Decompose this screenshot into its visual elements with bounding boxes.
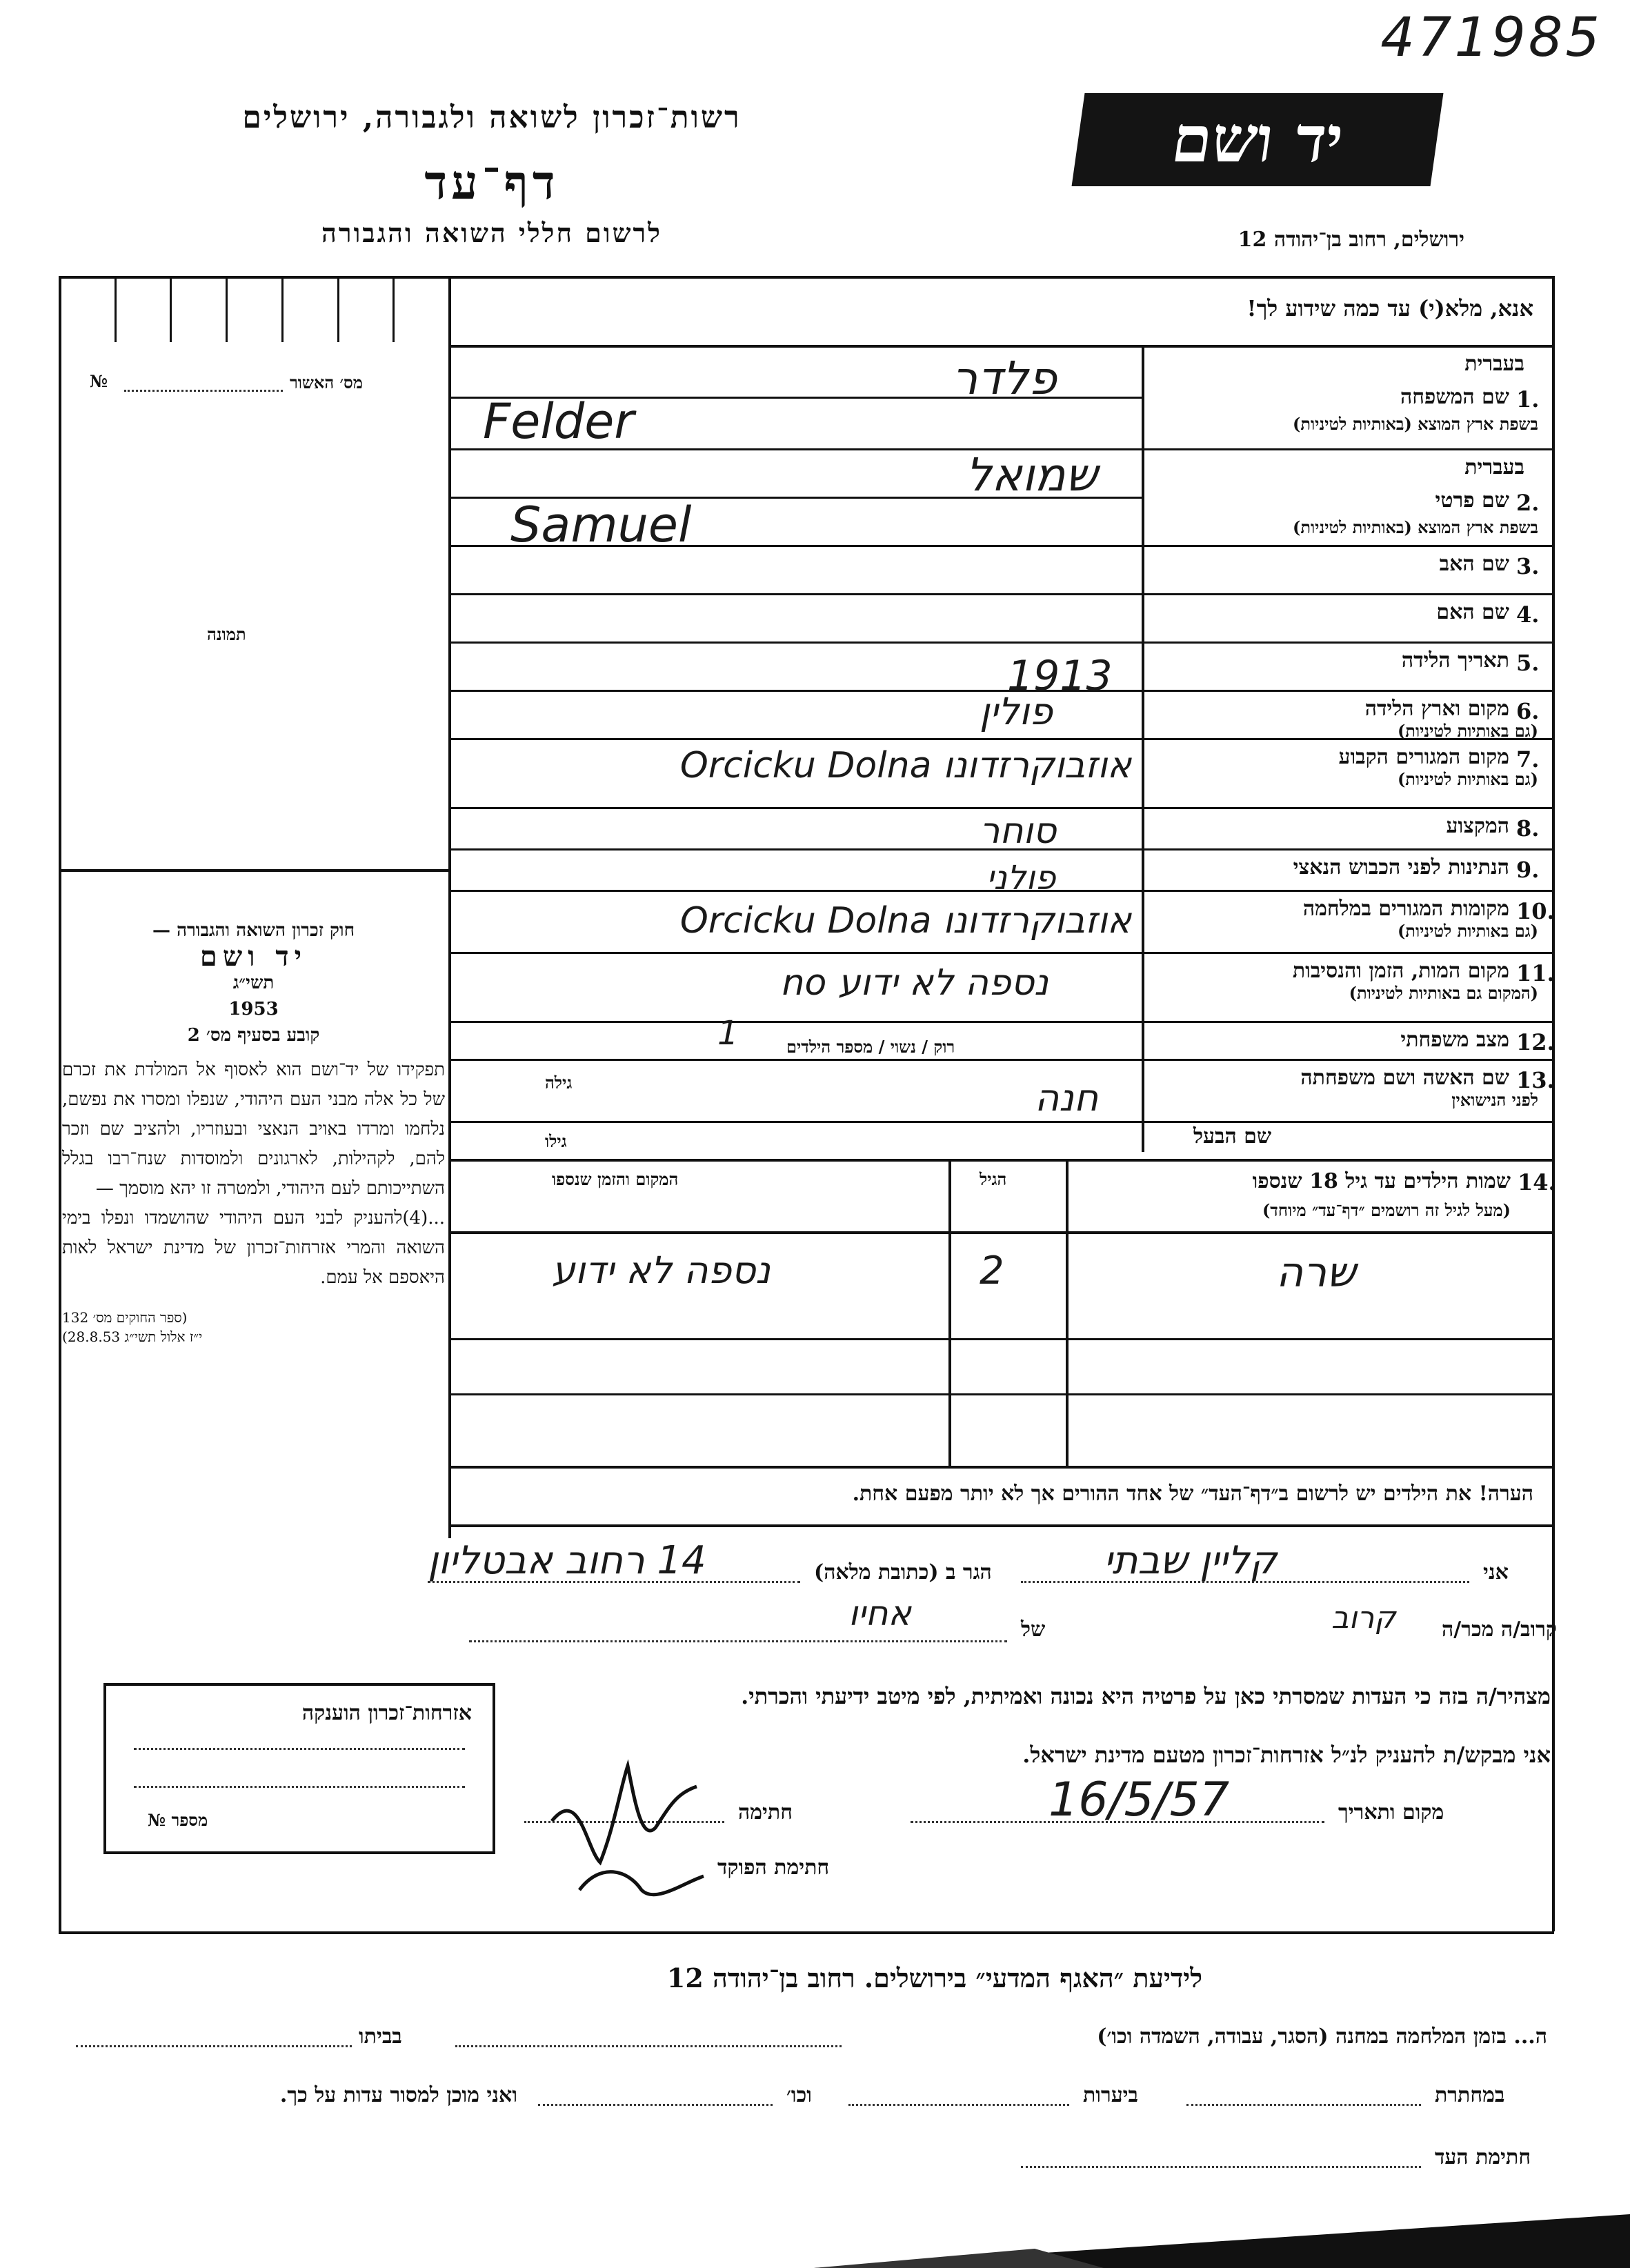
children-bottom-rule	[448, 1466, 1552, 1469]
bottom-etc: וכו׳	[786, 2083, 812, 2107]
witness-of-line	[469, 1640, 1007, 1642]
bottom-witness-signature-fill	[1021, 2166, 1421, 2168]
bottom-witness-signature: חתימת העד	[1435, 2145, 1531, 2169]
field-number: 10.	[1516, 898, 1555, 924]
field-label: שם פרטי	[1435, 488, 1509, 513]
field-note: (גם באותיות לטיניות)	[1397, 921, 1538, 941]
authority-name: רשות־זכרון לשואה ולגבורה, ירושלים	[242, 100, 742, 135]
hw-profession: סוחר	[980, 810, 1057, 852]
hw-wife-name: חנה	[1035, 1076, 1099, 1120]
field-label: שם האב	[1439, 552, 1509, 576]
hw-nationality: פולני	[986, 859, 1056, 897]
hw-witness-name: קליין שבתי	[1104, 1538, 1278, 1583]
law-year-hebrew: תשי״ג	[232, 973, 275, 993]
bottom-etc-fill	[538, 2104, 773, 2106]
field-row	[448, 593, 1552, 641]
frame-left	[59, 276, 61, 1931]
children-row-2	[448, 1338, 1552, 1340]
signature-label: חתימה	[738, 1800, 793, 1824]
field-number: 4.	[1516, 601, 1540, 628]
field-number: 12.	[1516, 1029, 1555, 1055]
hw-child-name: שרה	[1276, 1249, 1356, 1297]
hw-birth-year: 1913	[1007, 652, 1113, 700]
hw-relation-of: אחיו	[848, 1593, 911, 1633]
form-subtitle: לרשום חללי השואה והגבורה	[321, 217, 662, 248]
bottom-line-1: ה... בזמן המלחמה במחנה (הסגר, עבודה, השמדה וכו׳)	[1097, 2025, 1547, 2049]
field-row-rule	[448, 1121, 1552, 1123]
field-number: 7.	[1516, 746, 1540, 773]
bottom-ready: ואני מוכן למסור עדות על כך.	[279, 2083, 517, 2107]
field-label: תאריך הלידה	[1401, 648, 1509, 673]
field-number: 2.	[1516, 490, 1540, 516]
bottom-forests: ביערות	[1083, 2083, 1139, 2107]
children-label: שמות הילדים עד גיל 18 שנספו	[1252, 1169, 1511, 1193]
hw-death-place: נספה לא ידוע no	[782, 962, 1048, 1004]
law-logo: יד ושם	[199, 940, 308, 973]
bottom-line-1-end: בביתו	[359, 2025, 402, 2049]
bottom-forests-fill	[848, 2104, 1069, 2106]
law-body: תפקידו של יד־ושם הוא לאסוף אל המולדת את זכרם של כל אלה מבני העם היהודי, שנפלו ומסרו את נפשם, נלחמו ומרדו באויב הנאצי ובעוזריו, ולהציב שם וזכר להם, לקהילות, לארגונים ולמוסדות שנח־רבו בגלל השתייכותם לעם היהודי, ולמטרה זו יהא מוסמך —	[62, 1060, 445, 1199]
citizenship-number: מספר №	[148, 1810, 208, 1830]
hw-residence: אוזבוקרזדונו Orcicku Dolna	[679, 745, 1131, 786]
yad-vashem-logo: יד ושם	[1072, 93, 1444, 186]
note-bottom-rule	[448, 1524, 1552, 1527]
field-label: מקומות המגורים במלחמה	[1302, 897, 1509, 921]
field-label: מצב משפחתי	[1400, 1028, 1509, 1052]
approval-ticks	[61, 279, 448, 342]
field-label: מקום וארץ הלידה	[1364, 697, 1509, 721]
bottom-title: לידיעת ״האגף המדעי״ בירושלים. רחוב בן־יהודה 12	[666, 1962, 1202, 1993]
field-number: 1.	[1516, 386, 1540, 412]
approval-line	[124, 390, 283, 392]
approval-label: מס׳ האשור	[290, 372, 363, 392]
field-hebrew-tag: בעברית	[1464, 455, 1524, 479]
citizenship-box	[103, 1683, 495, 1854]
field-note: לפני הנישואין	[1451, 1090, 1538, 1110]
law-footnote-2: י״ז אלול תשי״ג 28.8.53)	[62, 1329, 203, 1345]
frame-right	[1552, 276, 1555, 1931]
witness-i-am: אני	[1483, 1560, 1509, 1584]
bottom-underground: במחתרת	[1435, 2083, 1505, 2107]
field-row	[448, 641, 1552, 690]
field-number: 6.	[1516, 698, 1540, 724]
field-label: המקצוע	[1446, 814, 1509, 838]
children-top-rule	[448, 1159, 1552, 1162]
hw-surname-he: פלדר	[952, 352, 1057, 405]
bottom-line-1-end-fill	[76, 2045, 352, 2047]
instruction: אנא, מלא(י) עד כמה שידוע לך!	[1246, 295, 1533, 321]
field-label: מקום המגורים הקבוע	[1338, 745, 1509, 769]
hw-firstname-he: שמואל	[966, 448, 1098, 501]
witness-signature	[538, 1745, 745, 1911]
children-header-rule	[448, 1231, 1552, 1234]
bottom-underground-fill	[1186, 2104, 1421, 2106]
field-number: 13.	[1516, 1067, 1555, 1093]
witness-relative-label: קרוב/ה מכר/ה	[1442, 1618, 1557, 1642]
place-column-header: המקום והזמן שנספו	[552, 1169, 679, 1189]
field-label: מקום המות, הזמן והנסיבות	[1292, 959, 1509, 983]
field-label: שם האשה ושם משפחתה	[1300, 1066, 1509, 1090]
field-note: בשפת ארץ המוצא (באותיות לטיניות)	[1293, 517, 1538, 537]
field-number: 11.	[1516, 960, 1555, 986]
hw-birth-place: פולין	[980, 690, 1053, 733]
witness-declaration: מצהיר/ה בזה כי העדות שמסרתי כאן על פרטיה היא נכונה ואמיתית, לפי מיטב ידיעתי והכרתי.	[741, 1683, 1551, 1709]
hw-war-residence: אוזבוקרזדונו Orcicku Dolna	[679, 900, 1131, 942]
place-date-label: מקום ותאריך	[1338, 1800, 1444, 1824]
field-label: שם האם	[1436, 600, 1509, 624]
witness-living-label: הגר ב (כתובת מלאה)	[814, 1560, 992, 1584]
field-label: שם המשפחה	[1400, 385, 1509, 409]
husband-label: שם הבעל	[1193, 1124, 1272, 1148]
bottom-top-rule	[59, 1931, 1554, 1934]
witness-request: אני מבקש/ת להעניק לנ״ל אזרחות־זכרון מטעם מדינת ישראל.	[1022, 1742, 1551, 1768]
children-col-1	[1066, 1159, 1069, 1466]
hw-child-age: 2	[980, 1249, 1004, 1293]
citizenship-line-1	[134, 1748, 465, 1750]
field-hebrew-tag: בעברית	[1464, 352, 1524, 376]
field-row	[448, 1059, 1555, 1121]
field-label: הנתינות לפני הכבוש הנאצי	[1293, 855, 1509, 879]
children-note-text: הערה! את הילדים יש לרשום ב״דף־העד״ של אחד ההורים אך לא יותר מפעם אחת.	[852, 1482, 1533, 1506]
form-title: דף־עד	[424, 155, 559, 210]
bottom-line-1-fill	[455, 2045, 842, 2047]
field-row	[448, 1021, 1555, 1059]
torn-edge-shadow	[0, 2194, 1630, 2268]
hw-surname-latin: Felder	[483, 393, 635, 450]
field-note: (גם באותיות לטיניות)	[1397, 721, 1538, 741]
children-number: 14.	[1518, 1169, 1556, 1195]
law-box	[62, 917, 445, 1346]
hw-child-place: נספה לא ידוע	[552, 1249, 771, 1292]
law-heading: חוק זכרון השואה והגבורה —	[152, 920, 355, 941]
age-label-husband: גילו	[545, 1131, 567, 1151]
children-row-3	[448, 1393, 1552, 1395]
citizenship-line-2	[134, 1786, 465, 1788]
field-number: 3.	[1516, 553, 1540, 579]
document-number: 471985	[1380, 7, 1602, 69]
age-column-header: הגיל	[980, 1169, 1007, 1189]
photo-label: תמונה	[207, 624, 246, 644]
hw-children-count: 1	[717, 1014, 739, 1053]
witness-of-label: של	[1021, 1618, 1046, 1642]
marital-options: רוק / נשוי / מספר הילדים	[786, 1037, 955, 1057]
law-section: קובע בסעיף מס׳ 2	[187, 1025, 320, 1046]
field-note: (גם באותיות לטיניות)	[1397, 769, 1538, 789]
field-number: 9.	[1516, 857, 1540, 883]
citizenship-title: אזרחות־זכרון הוענקה	[301, 1701, 472, 1725]
header-address: ירושלים, רחוב בן־יהודה 12	[1238, 228, 1464, 252]
field-number: 8.	[1516, 815, 1540, 842]
hw-witness-address: 14 רחוב אבטליון	[428, 1538, 706, 1583]
number-sign: №	[90, 371, 108, 391]
field-note: (המקום גם באותיות לטיניות)	[1349, 983, 1538, 1003]
law-body-2: ...(4)להעניק לבני העם היהודי שהושמדו ונפלו בימי השואה והמרי אזרחות־זכרון של מדינת ישראל לאות היאספם אל עמם.	[62, 1208, 445, 1288]
children-note: (מעל לגיל זה רושמים ״דף־עד״ מיוחד)	[1262, 1200, 1511, 1220]
photo-bottom-rule	[59, 869, 448, 872]
hw-firstname-latin: Samuel	[510, 497, 692, 553]
children-col-2	[948, 1159, 951, 1466]
field-number: 5.	[1516, 650, 1540, 676]
officer-signature-label: חתימת הפוקד	[717, 1856, 830, 1880]
law-footnote-1: (ספר החוקים מס׳ 132	[62, 1309, 188, 1326]
hw-date: 16/5/57	[1048, 1773, 1230, 1827]
hw-relation: קרוב	[1331, 1600, 1396, 1635]
age-label-wife: גילה	[545, 1073, 573, 1093]
field-note: בשפת ארץ המוצא (באותיות לטיניות)	[1293, 414, 1538, 434]
law-year: 1953	[228, 999, 279, 1019]
